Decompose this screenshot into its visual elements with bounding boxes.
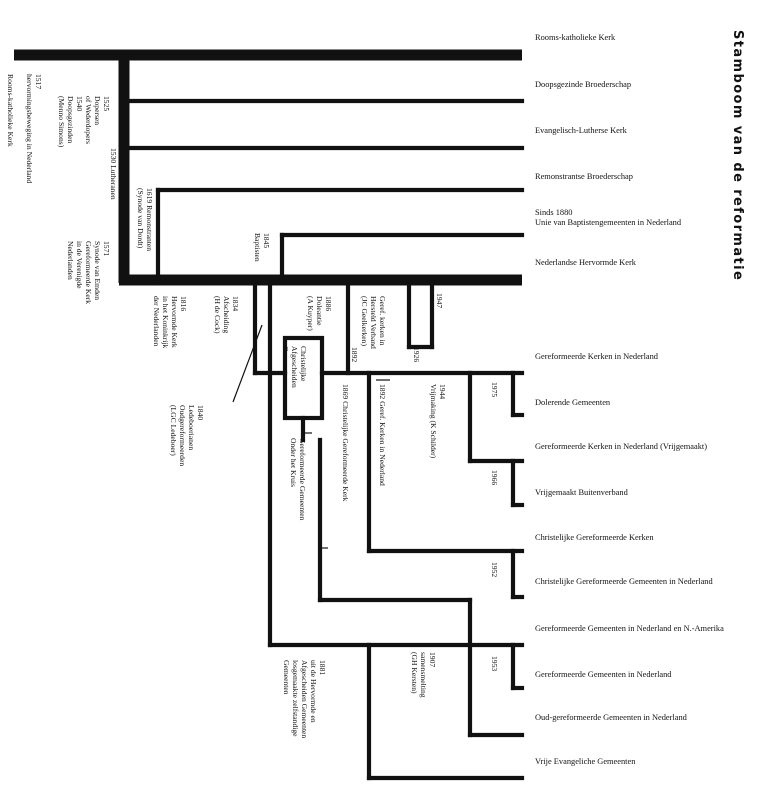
label-baptisten-year: Sinds 1880 [535, 208, 573, 217]
note-kruis [289, 438, 307, 521]
annotation-text: (Menno Simons) [57, 96, 66, 148]
label-baptisten: Unie van Baptistengemeenten in Nederland [535, 218, 682, 227]
annotation-text: Afgescheiden Gemeenten [300, 660, 309, 739]
annotation-text: 1834 [231, 296, 240, 312]
annotation-text: hervormingsbeweging in Nederland [25, 74, 34, 184]
annotation-text: (GH Kersten) [410, 652, 419, 694]
note-1816 [152, 296, 188, 349]
label-vrijgemaakt: Gereformeerde Kerken in Nederland (Vrijgemaakt) [535, 442, 708, 451]
label-gg: Gereformeerde Gemeenten in Nederland [535, 670, 672, 679]
annotation-text: 1619 Remonstranten [145, 188, 154, 252]
label-cgg: Christelijke Gereformeerde Gemeenten in Nederland [535, 577, 713, 586]
note-1953 [490, 656, 499, 671]
note-1966 [490, 470, 499, 485]
note-1845 [253, 233, 271, 262]
annotation-text: Gereformeerde Kerk [84, 241, 93, 305]
annotation-text: (A Kuyper) [306, 296, 315, 331]
annotation-text: Synode van Emden [93, 241, 102, 301]
note-1926 [412, 347, 421, 362]
annotation-text: Hersteld Verband [369, 296, 378, 349]
annotation-text: 1886 [324, 296, 333, 312]
annotation-text: Gereformeerde Gemeenten [298, 438, 307, 521]
note-1892b [378, 384, 387, 486]
annotation-text: 1947 [435, 293, 444, 309]
label-ggna: Gereformeerde Gemeenten in Nederland en N.-Amerika [535, 624, 724, 633]
annotation-text: Vrijmaking (K Schilder) [429, 384, 438, 459]
label-buitenverband: Vrijgemaakt Buitenverband [535, 488, 628, 497]
annotation-text: samensmelting [419, 652, 428, 698]
note-1886 [306, 296, 333, 331]
annotation-text: 1953 [490, 656, 499, 672]
annotation-text: 1869 Christelijke Gereformeerde Kerk [341, 384, 350, 502]
annotation-text: uit de Hervormde en [309, 660, 318, 723]
annotation-text: Nederlanden [66, 241, 75, 280]
annotation-text: Ledeboerianen [187, 405, 196, 451]
note-1907 [410, 652, 437, 698]
annotation-text: 1944 [438, 384, 447, 400]
note-1947 [435, 293, 444, 308]
annotation-text: Gemeenten [282, 660, 291, 695]
note-1975 [490, 382, 499, 397]
annotation-text: 1530 Lutheranen [109, 148, 118, 200]
label-cgk: Christelijke Gereformeerde Kerken [535, 533, 654, 542]
label-ogg: Oud-gereformeerde Gemeenten in Nederland [535, 713, 687, 722]
annotation-text: Gemeenten [281, 346, 290, 381]
label-doopsgezinde: Doopsgezinde Broederschap [535, 80, 632, 89]
annotation-text: in de Verenigde [75, 241, 84, 289]
annotation-text: (Synode van Dordt) [136, 188, 145, 249]
annotation-text: Hervormde Kerk [170, 296, 179, 348]
note-1517 [6, 74, 43, 183]
annotation-text: 1952 [490, 562, 499, 578]
annotation-text: of Wederdopers [84, 96, 93, 144]
annotation-text: Doopsgezinden [66, 96, 75, 144]
label-gkn: Gereformeerde Kerken in Nederland [535, 352, 658, 361]
note-1944 [429, 384, 447, 459]
note-1952 [490, 562, 499, 577]
note-1525 [57, 96, 111, 148]
label-luthers: Evangelisch-Lutherse Kerk [535, 126, 627, 135]
annotation-text: 1926 [412, 347, 421, 363]
annotation-text: 1892 Geref. Kerken in Nederland [378, 384, 387, 486]
annotation-text: Christelijke [299, 346, 308, 382]
note-1571 [66, 241, 111, 304]
annotation-text: 1816 [179, 296, 188, 312]
note-1869 [341, 384, 350, 502]
annotation-text: Onder het Kruis [289, 438, 298, 487]
annotation-text: (H de Cock) [213, 296, 222, 334]
annotation-text: 1907 [428, 652, 437, 668]
annotation-text: 1892 [350, 347, 359, 363]
line-1840-connector [233, 325, 262, 402]
annotation-text: Baptisten [253, 233, 262, 262]
branch-labels [535, 33, 724, 766]
annotation-text: Rooms-katholieke Kerk [6, 74, 15, 147]
annotation-text: Geref. kerken in [378, 296, 387, 346]
annotation-text: der Nederlanden [152, 296, 161, 347]
label-veg: Vrije Evangeliche Gemeenten [535, 757, 636, 766]
annotation-text: Oudgereformeerden [178, 405, 187, 467]
note-1834 [213, 296, 240, 334]
note-1881 [282, 660, 327, 738]
note-1619 [136, 188, 154, 251]
annotations [6, 74, 499, 738]
note-1530 [109, 148, 118, 200]
label-hervormd: Nederlandse Hervormde Kerk [535, 258, 636, 267]
annotation-text: 1975 [490, 382, 499, 398]
annotation-text: 1840 [196, 405, 205, 421]
annotation-text: Dopersen [93, 96, 102, 126]
annotation-text: 1845 [262, 233, 271, 249]
annotation-text: Afscheiding [222, 296, 231, 334]
annotation-text: 1881 [318, 660, 327, 676]
label-dolerend: Dolerende Gemeenten [535, 398, 611, 407]
label-remonstrants: Remonstrantse Broederschap [535, 172, 633, 181]
annotation-text: losgemaakte zelfstandige [291, 660, 300, 737]
note-1840 [169, 405, 205, 466]
annotation-text: 1525 [102, 96, 111, 112]
annotation-text: 1966 [490, 470, 499, 486]
note-hersteld-verband [360, 296, 387, 349]
annotation-text: 1517 [34, 74, 43, 90]
tree-lines [14, 52, 522, 778]
note-1892 [350, 347, 359, 362]
annotation-text: 1571 [102, 241, 111, 257]
diagram-title: Stamboom van de reformatie [730, 30, 745, 282]
annotation-text: Doleantie [315, 296, 324, 326]
label-rk: Rooms-katholieke Kerk [535, 33, 616, 42]
annotation-text: 1540 [75, 96, 84, 112]
annotation-text: in het Koninkrijk [161, 296, 170, 349]
annotation-text: Afgescheiden [290, 346, 299, 388]
annotation-text: (LGC Ledeboer) [169, 405, 178, 456]
annotation-text: (JC Geelkerken) [360, 296, 369, 346]
